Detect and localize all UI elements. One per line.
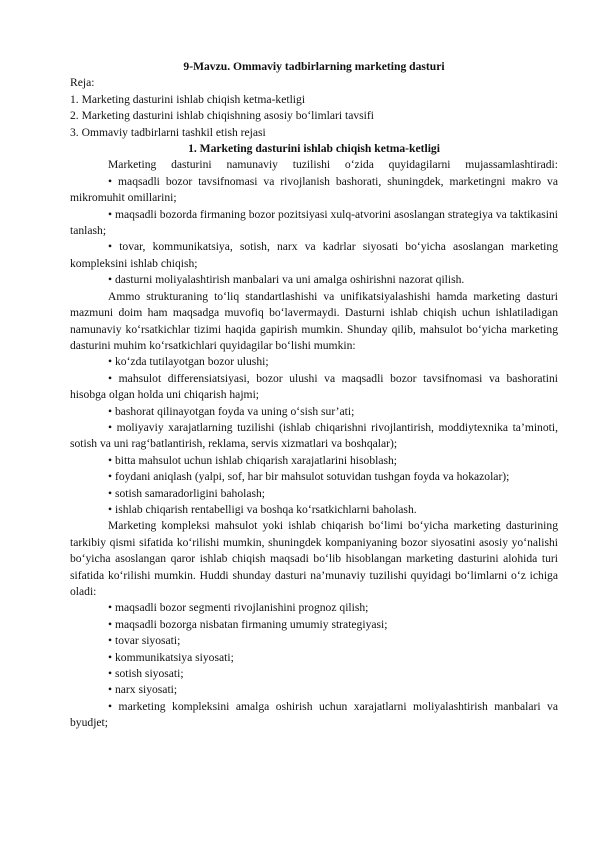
list-item <box>70 404 558 420</box>
bullet-icon: • <box>108 617 113 631</box>
list-item <box>70 650 558 666</box>
bullet-icon: • <box>108 371 113 385</box>
bullet-icon: • <box>108 601 113 615</box>
bullet-icon: • <box>108 453 113 467</box>
bullet-icon: • <box>108 207 113 221</box>
list-item-text: bashorat qilinayotgan foyda va uning o‘sish sur’ati; <box>114 404 355 418</box>
bullet-icon: • <box>108 634 113 648</box>
list-item-text: maqsadli bozorda firmaning bozor pozitsiyasi xulq-atvorini asoslangan strategiya va taktikasini tanlash; <box>70 207 558 238</box>
bullet-icon: • <box>108 420 113 434</box>
plan-item: 2. Marketing dasturini ishlab chiqishning asosiy bo‘limlari tavsifi <box>70 109 374 123</box>
bullet-icon: • <box>108 650 113 664</box>
list-item <box>70 600 558 616</box>
list-item <box>70 682 558 698</box>
list-item-text: tovar, kommunikatsiya, sotish, narx va kadrlar siyosati bo‘yicha asoslangan marketing kompleksini ishlab chiqish; <box>70 240 558 270</box>
list-item <box>70 633 558 649</box>
list-item-text: sotish samaradorligini baholash; <box>114 486 266 500</box>
list-item <box>70 617 558 633</box>
list-item-text: sotish siyosati; <box>114 667 184 681</box>
list-item <box>70 354 558 370</box>
list-item-text: bitta mahsulot uchun ishlab chiqarish xarajatlarini hisoblash; <box>114 453 398 467</box>
list-item-text: mahsulot differensiatsiyasi, bozor ulushi va maqsadli bozor tavsifnomasi va bashoratini hisobga olgan holda uni chiqarish hajmi; <box>70 371 558 402</box>
body-paragraph: Ammo strukturaning to‘liq standartlashishi va unifikatsiyalashishi hamda marketing dasturi mazmuni doim ham maqsadga muvofiq bo‘lavermaydi. Dasturni ishlab chiqish uchun ishlatiladigan namunaviy ko‘rsatkichlar tizimi haqida gapirish mumkin. Shunday qilib, mahsulot bo‘yicha marketing dasturini muhim ko‘rsatkichlari quyidagilar bo‘lishi mumkin: <box>70 289 558 352</box>
bullet-icon: • <box>108 355 113 369</box>
list-item-text: tovar siyosati; <box>114 634 181 648</box>
document-title: 9-Mavzu. Ommaviy tadbirlarning marketing dasturi <box>183 60 445 73</box>
bullet-icon: • <box>108 273 113 287</box>
list-item <box>70 174 558 207</box>
list-item-text: kommunikatsiya siyosati; <box>114 650 234 664</box>
list-item-text: moliyaviy xarajatlarning tuzilishi (ishlab chiqarishni rivojlantirish, moddiytexnika ta’minoti, sotish va uni rag‘batlantirish, reklama, servis xizmatlari va boshqalar); <box>70 420 558 451</box>
list-item <box>70 371 558 404</box>
list-item <box>70 502 558 518</box>
list-item <box>70 469 558 485</box>
document-page <box>70 59 558 732</box>
plan-label: Reja: <box>70 76 95 90</box>
list-item-text: foydani aniqlash (yalpi, sof, har bir mahsulot sotuvidan tushgan foyda va hokazolar); <box>114 470 510 484</box>
list-item-text: maqsadli bozor segmenti rivojlanishini prognoz qilish; <box>114 601 369 615</box>
bullet-icon: • <box>108 470 113 484</box>
bullet-icon: • <box>108 699 113 713</box>
list-item-text: ishlab chiqarish rentabelligi va boshqa ko‘rsatkichlarni baholash. <box>114 502 417 516</box>
bullet-icon: • <box>108 502 113 516</box>
list-item <box>70 699 558 732</box>
body-paragraph: Marketing kompleksi mahsulot yoki ishlab chiqarish bo‘limi bo‘yicha marketing dasturining tarkibiy qismi sifatida ko‘rilishi mumkin, shuningdek kompaniyaning bozor siyosatini asosiy yo‘nalishi bo‘yicha asoslangan qaror ishlab chiqish maqsadi bo‘lib hisoblangan marketing dasturini alohida turi sifatida ko‘rilishi mumkin. Huddi shunday dasturi na’munaviy tuzilishi quyidagi bo‘limlarni o‘z ichiga oladi: <box>70 519 558 598</box>
list-item <box>70 207 558 240</box>
bullet-icon: • <box>108 683 113 697</box>
plan-item: 3. Ommaviy tadbirlarni tashkil etish rejasi <box>70 125 266 139</box>
list-item-text: maqsadli bozorga nisbatan firmaning umumiy strategiyasi; <box>114 617 388 631</box>
list-item <box>70 272 558 288</box>
bullet-icon: • <box>108 240 113 254</box>
bullet-icon: • <box>108 404 113 418</box>
section-heading: 1. Marketing dasturini ishlab chiqish ketma-ketligi <box>188 142 440 156</box>
bullet-icon: • <box>108 486 113 500</box>
list-item-text: narx siyosati; <box>114 683 178 697</box>
list-item-text: marketing kompleksini amalga oshirish uchun xarajatlarni moliyalashtirish manbalari va byudjet; <box>70 699 558 730</box>
list-item-text: maqsadli bozor tavsifnomasi va rivojlanish bashorati, shuningdek, marketingni makro va mikromuhit omillarini; <box>70 174 558 205</box>
list-item-text: dasturni moliyalashtirish manbalari va uni amalga oshirishni nazorat qilish. <box>114 273 465 287</box>
list-item-text: ko‘zda tutilayotgan bozor ulushi; <box>114 355 269 369</box>
list-item <box>70 666 558 682</box>
list-item <box>70 239 558 272</box>
list-item <box>70 420 558 453</box>
bullet-icon: • <box>108 667 113 681</box>
list-item <box>70 486 558 502</box>
plan-item: 1. Marketing dasturini ishlab chiqish ketma-ketligi <box>70 92 306 106</box>
bullet-icon: • <box>108 174 113 188</box>
list-item <box>70 453 558 469</box>
intro-paragraph: Marketing dasturini namunaviy tuzilishi o‘zida quyidagilarni mujassamlashtiradi: <box>108 158 558 172</box>
